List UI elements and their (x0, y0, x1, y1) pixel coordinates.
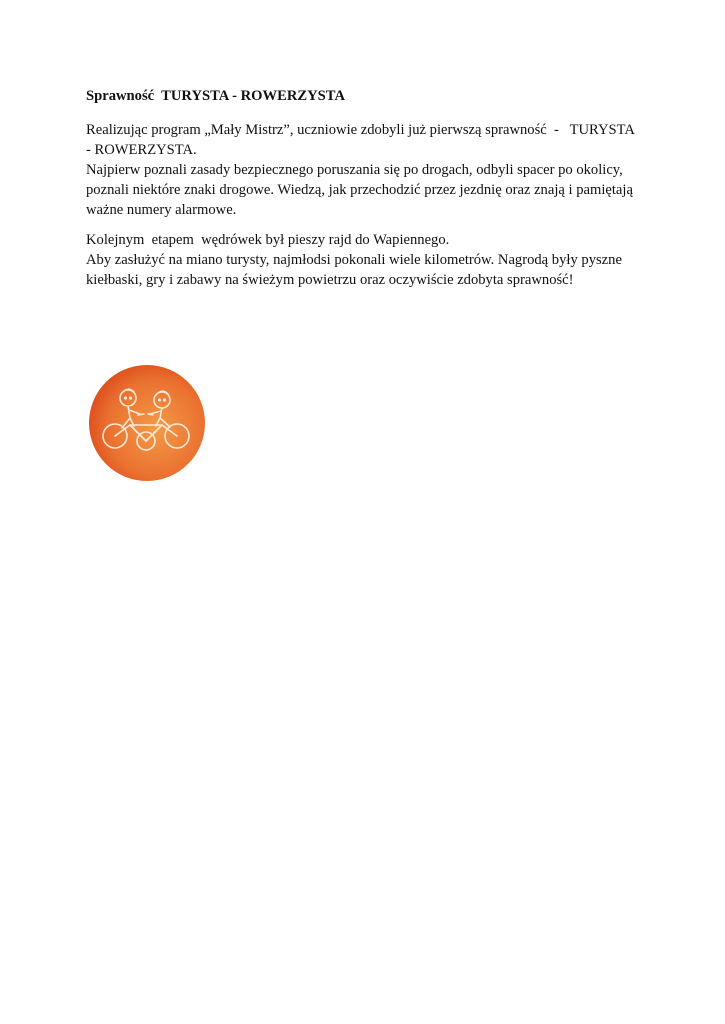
paragraph-2-line: Aby zasłużyć na miano turysty, najmłodsi pokonali wiele kilometrów. Nagrodą były pyszne (86, 252, 622, 268)
document-title: Sprawność TURYSTA - ROWERZYSTA (86, 88, 345, 104)
paragraph-2 (86, 230, 646, 290)
paragraph-1 (86, 120, 646, 220)
tandem-bicycle-badge-icon (88, 364, 206, 482)
paragraph-1-line: ważne numery alarmowe. (86, 202, 237, 218)
paragraph-2-line: kiełbaski, gry i zabawy na świeżym powietrzu oraz oczywiście zdobyta sprawność! (86, 272, 574, 288)
paragraph-1-line: - ROWERZYSTA. (86, 142, 197, 158)
document-body (86, 86, 646, 290)
paragraph-1-line: Najpierw poznali zasady bezpiecznego poruszania się po drogach, odbyli spacer po okolicy, (86, 162, 623, 178)
paragraph-2-line: Kolejnym etapem wędrówek był pieszy rajd do Wapiennego. (86, 232, 450, 248)
paragraph-1-line: Realizując program „Mały Mistrz”, uczniowie zdobyli już pierwszą sprawność - TURYSTA (86, 122, 635, 138)
paragraph-1-line: poznali niektóre znaki drogowe. Wiedzą, jak przechodzić przez jezdnię oraz znają i pamiętają (86, 182, 633, 198)
badge-circle (89, 365, 205, 481)
